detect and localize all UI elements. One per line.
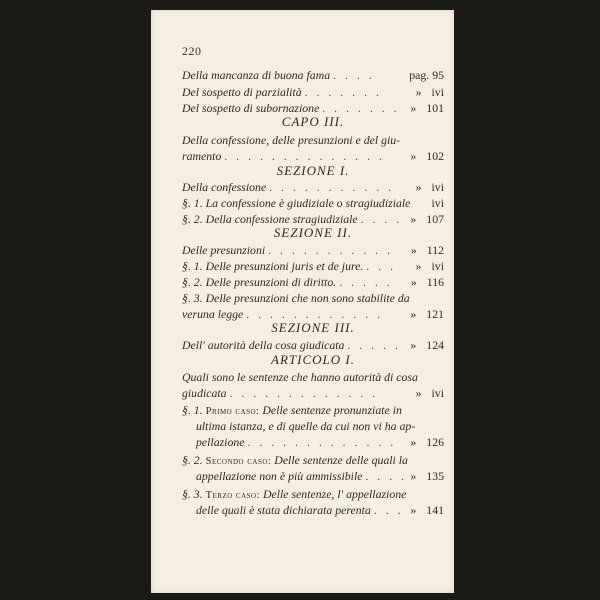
toc-entry: Dell' autorità della cosa giudicata . . . . . » 124 (182, 338, 444, 352)
toc-entry: pellazione . . . . . . . . . . . . . » 126 (196, 435, 444, 449)
toc-entry: ultima istanza, e di quelle da cui non vi ha ap- (196, 419, 416, 433)
toc-entry: veruna legge . . . . . . . . . . . . » 121 (182, 307, 444, 321)
section-heading: SEZIONE II. (273, 225, 353, 240)
toc-entry: giudicata . . . . . . . . . . . . . » ivi (182, 386, 444, 400)
toc-entry: §. 1. Delle presunzioni juris et de jure. . . . » ivi (182, 259, 444, 273)
toc-entry: Del sospetto di subornazione . . . . . . . » 101 (182, 101, 444, 115)
toc-entry: §. 2. Delle presunzioni di diritto. . . . . . » 116 (182, 275, 444, 289)
page-number: 220 (182, 44, 202, 58)
toc-entry: Della confessione, delle presunzioni e del giu- (182, 133, 401, 147)
toc-entry: Del sospetto di parzialità . . . . . . . » ivi (182, 85, 444, 99)
toc-entry: Della mancanza di buona fama . . . . pag. 95 (182, 68, 444, 82)
toc-entry: §. 3. Delle presunzioni che non sono stabilite da (182, 291, 410, 305)
toc-entry: §. 3. Terzo caso: Delle sentenze, l' appellazione (182, 487, 407, 501)
section-heading: SEZIONE III. (271, 320, 355, 335)
toc-entry: §. 1. La confessione è giudiziale o stragiudiziale ivi (182, 196, 444, 210)
toc-entry: ramento . . . . . . . . . . . . . . » 102 (182, 149, 444, 163)
toc-entry: appellazione non è più ammissibile . . . . » 135 (196, 469, 444, 483)
toc-entry: delle quali è stata dichiarata perenta . . . » 141 (196, 503, 444, 517)
toc-entry: §. 1. Primo caso: Delle sentenze pronunziate in (182, 403, 402, 417)
toc-entry: §. 2. Secondo caso: Delle sentenze delle quali la (182, 453, 408, 467)
section-heading: CAPO III. (281, 114, 345, 129)
toc-entry: §. 2. Della confessione stragiudiziale . . . . » 107 (182, 212, 444, 226)
section-heading: ARTICOLO I. (271, 352, 355, 367)
toc-entry: Delle presunzioni . . . . . . . . . . . » 112 (182, 243, 444, 257)
toc-entry: Della confessione . . . . . . . . . . . » ivi (182, 180, 444, 194)
section-heading: SEZIONE I. (276, 163, 350, 178)
toc-entry: Quali sono le sentenze che hanno autorità di cosa (182, 370, 418, 384)
